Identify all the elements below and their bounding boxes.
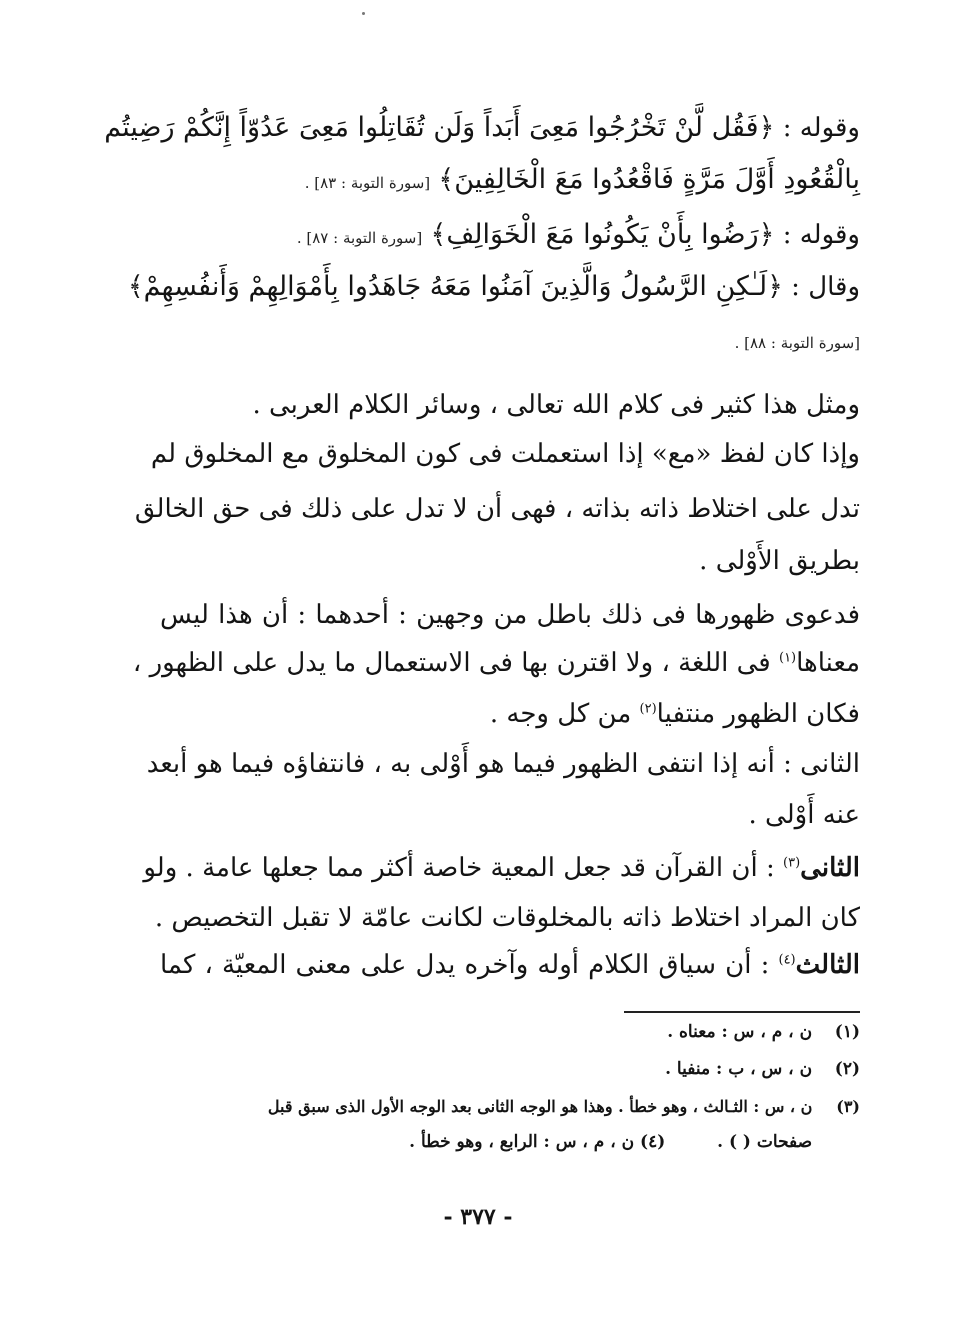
paragraph-5-text-2: كان المراد اختلاط ذاته بالمخلوقات لكانت عامّة لا تقبل التخصيص . [154,903,860,933]
footnote-mark-2[interactable]: (٢) [639,701,657,717]
paragraph-3-line-2 [132,643,860,683]
quote-3-verse: ﴿لَـٰكِنِ الرَّسُولُ وَالَّذِينَ آمَنُوا مَعَهُ جَاهَدُوا بِأَمْوَالِهِمْ وَأَنفُسِهِمْ﴾ [127,271,783,302]
page-number: - ٣٧٧ - [443,1204,513,1230]
footnote-4-number: (٤) [640,1132,666,1152]
paragraph-5-text-1: : أن القرآن قد جعل المعية خاصة أكثر مما جعلها عامة . ولو [143,853,784,883]
footnote-mark-4[interactable]: (٤) [778,952,796,968]
footnote-1-number: (١) [834,1022,860,1042]
quote-1-verse-part-2: بِالْقُعُودِ أَوَّلَ مَرَّةٍ فَاقْعُدُوا مَعَ الْخَالِفِينَ﴾ [438,164,860,195]
footnote-4-text: ن ، م ، س : الرابع ، وهو خطأ . [409,1132,635,1152]
paragraph-2-text-2: تدل على اختلاط ذاته بذاته ، فهى أن لا تدل على ذلك فى حق الخالق [134,494,860,524]
paragraph-5-line-1 [143,848,860,888]
quote-3-reference: [سورة التوبة : ٨٨] . [734,334,860,352]
footnote-mark-3[interactable]: (٣) [783,855,801,871]
footnote-divider [624,1011,860,1013]
paragraph-3-line-1 [160,595,860,635]
footnote-1-text: ن ، م ، س : معناه . [667,1022,813,1042]
footnote-1 [160,1018,860,1046]
paragraph-1-text: ومثل هذا كثير فى كلام الله تعالى ، وسائر الكلام العربى . [252,390,860,420]
paragraph-3-text-2a: معناها [796,648,860,678]
footnote-3-continuation: صفحات ( ) . [717,1132,813,1152]
quote-2-intro: وقوله : [782,220,860,250]
paragraph-6-line-1 [160,945,860,985]
paragraph-3-text-3a: فكان الظهور منتفيا [656,699,860,729]
paragraph-2-line-2 [134,489,860,529]
quote-1-line-2 [160,160,860,203]
quote-1-line-1 [104,108,860,148]
quote-3-line [127,267,860,307]
footnote-2-number: (٢) [834,1059,860,1079]
paragraph-2-text-1: وإذا كان لفظ «مع» إذا استعملت فى كون المخلوق مع المخلوق لم [150,439,860,469]
paragraph-4-text-2: عنه أَوْلى . [748,800,860,830]
quote-2-reference: [سورة التوبة : ٨٧] . [296,229,423,247]
footnote-3 [160,1093,860,1121]
footnote-3-text: ن ، س : الثـالث ، وهو خطأ . وهذا هو الوجه الثانى بعد الوجه الأول الذى سبق قبل [267,1097,813,1116]
quote-3-ref-line [160,320,860,363]
quote-1-reference: [سورة التوبة : ٨٣] . [304,174,431,192]
paragraph-3-text-3b: من كل وجه . [489,699,640,729]
paragraph-4-line-1 [146,744,860,784]
paragraph-4-line-2 [160,795,860,835]
paragraph-5-line-2 [154,898,860,938]
quote-2-verse: ﴿رَضُوا بِأَنْ يَكُونُوا مَعَ الْخَوَالِفِ﴾ [430,219,775,250]
paragraph-6-text-1: : أن سياق الكلام أوله وآخره يدل على معنى المعيّة ، كما [160,950,779,980]
footnote-3-continuation-and-4 [160,1128,860,1156]
paragraph-5-lead: الثانى [800,853,860,883]
quote-3-intro: وقال : [791,272,860,302]
footnote-mark-1[interactable]: (١) [778,650,797,666]
quote-2-line [160,215,860,258]
paragraph-4-text-1: الثانى : أنه إذا انتفى الظهور فيما هو أَوْلى به ، فانتفاؤه فيما هو أبعد [146,749,860,779]
paragraph-3-text-1: فدعوى ظهورها فى ذلك باطل من وجهين : أحدهما : أن هذا ليس [160,600,860,630]
quote-1-verse-part-1: ﴿فَقُل لَّنْ تَخْرُجُوا مَعِىَ أَبَداً وَلَن تُقَاتِلُوا مَعِىَ عَدُوّاً إِنَّكُمْ رَضِيتُم [104,112,775,143]
paragraph-1 [160,385,860,425]
paragraph-3-line-3 [160,694,860,734]
footnote-2-text: ن ، س ، ب : منفيا . [665,1059,813,1079]
paragraph-2-line-1 [150,434,860,474]
paragraph-2-line-3 [160,541,860,581]
quote-1-intro: وقوله : [782,113,860,143]
scan-speck [362,12,365,15]
paragraph-3-text-2b: فى اللغة ، ولا اقترن بها فى الاستعمال ما يدل على الظهور ، [132,648,779,678]
footnote-2 [160,1055,860,1083]
paragraph-2-text-3: بطريق الأَوْلى . [699,546,860,576]
paragraph-6-lead: الثالث [795,950,860,980]
footnote-3-number: (٣) [836,1097,860,1116]
